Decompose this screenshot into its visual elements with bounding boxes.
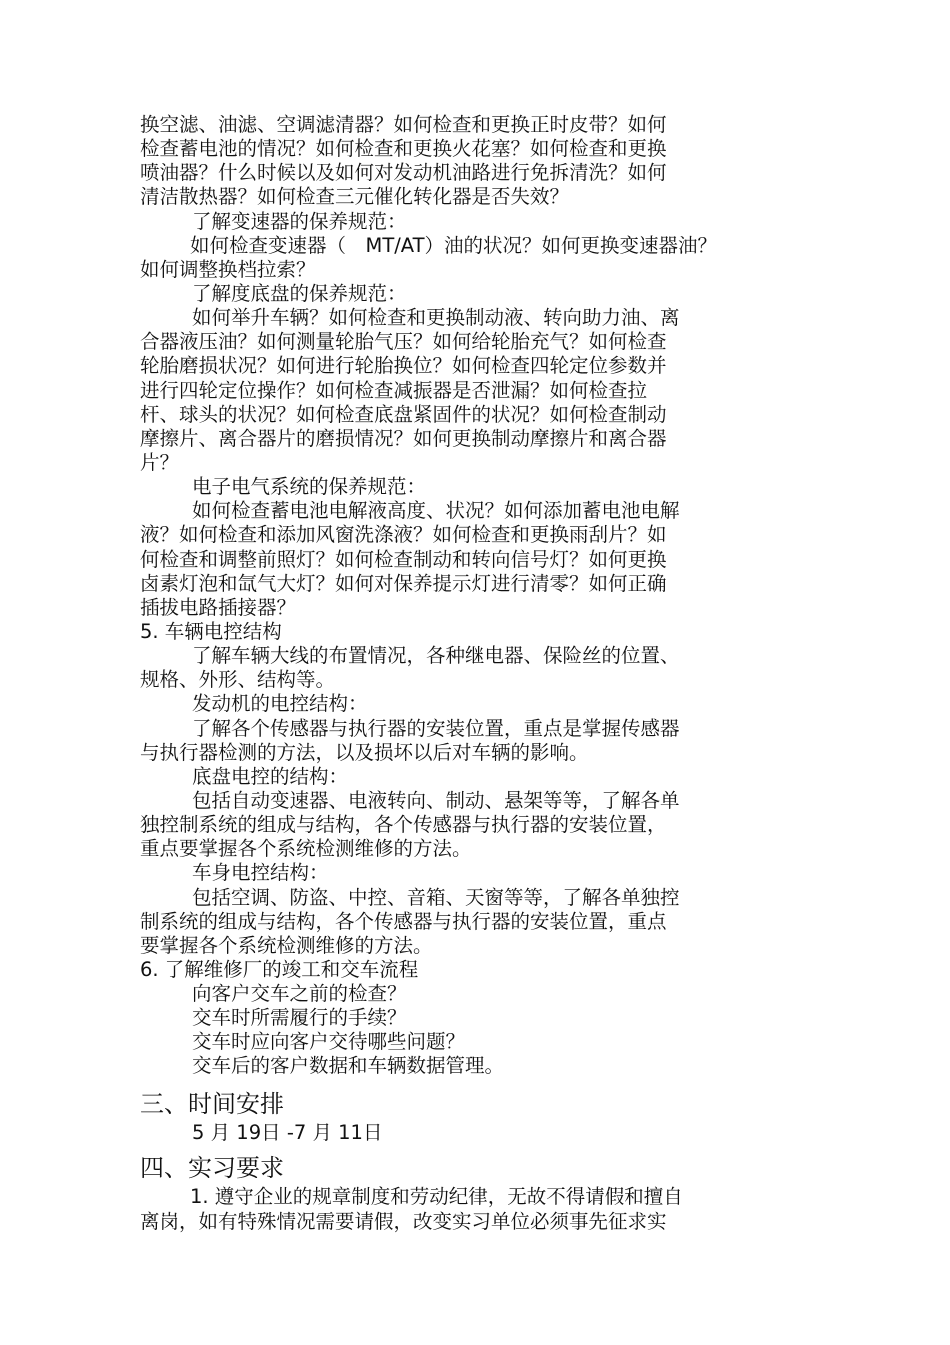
list-item: 交车时所需履行的手续？ <box>192 1006 407 1030</box>
paragraph-line: 独控制系统的组成与结构，各个传感器与执行器的安装位置， <box>140 813 667 837</box>
paragraph-line: 了解车辆大线的布置情况，各种继电器、保险丝的位置、 <box>192 644 680 668</box>
paragraph-line: 片？ <box>140 450 180 474</box>
paragraph-line: 换空滤、油滤、空调滤清器？如何检查和更换正时皮带？如何 <box>140 113 667 136</box>
paragraph-line: 离岗，如有特殊情况需要请假，改变实习单位必须事先征求实 <box>140 1209 667 1233</box>
paragraph-line: 重点要掌握各个系统检测维修的方法。 <box>140 837 472 861</box>
numbered-item-6: 6. 了解维修厂的竣工和交车流程 <box>140 957 419 981</box>
paragraph-line: 如何检查蓄电池电解液高度、状况？如何添加蓄电池电解 <box>192 499 680 523</box>
list-item: 交车后的客户数据和车辆数据管理。 <box>192 1054 505 1078</box>
paragraph-line: 轮胎磨损状况？如何进行轮胎换位？如何检查四轮定位参数并 <box>140 354 667 378</box>
paragraph-line: 卤素灯泡和氙气大灯？如何对保养提示灯进行清零？如何正确 <box>140 571 667 595</box>
subheading-transmission: 了解变速器的保养规范： <box>192 209 407 233</box>
subheading-chassis-control: 底盘电控的结构： <box>192 764 349 788</box>
paragraph-line: 制系统的组成与结构，各个传感器与执行器的安装位置，重点 <box>140 909 667 933</box>
paragraph-line: 要掌握各个系统检测维修的方法。 <box>140 933 433 957</box>
paragraph-line: 包括自动变速器、电液转向、制动、悬架等等，了解各单 <box>192 788 680 812</box>
paragraph-line: 合器液压油？如何测量轮胎气压？如何给轮胎充气？如何检查 <box>140 330 667 354</box>
paragraph-line: 进行四轮定位操作？如何检查减振器是否泄漏？如何检查拉 <box>140 378 648 402</box>
schedule-date-range: 5 月 19日 -7 月 11日 <box>192 1120 383 1144</box>
numbered-item-5: 5. 车辆电控结构 <box>140 619 282 643</box>
paragraph-line: 如何举升车辆？如何检查和更换制动液、转向助力油、离 <box>192 306 680 330</box>
paragraph-line: 插拔电路插接器？ <box>140 595 297 619</box>
paragraph-line: 如何检查变速器（ MT/AT）油的状况？如何更换变速器油？ <box>190 233 718 257</box>
paragraph-line: 与执行器检测的方法，以及损坏以后对车辆的影响。 <box>140 740 589 764</box>
paragraph-line: 如何调整换档拉索？ <box>140 257 316 281</box>
paragraph-line: 杆、球头的状况？如何检查底盘紧固件的状况？如何检查制动 <box>140 402 667 426</box>
list-item: 交车时应向客户交待哪些问题？ <box>192 1030 466 1054</box>
subheading-body-control: 车身电控结构： <box>192 861 329 885</box>
paragraph-line: 液？如何检查和添加风窗洗涤液？如何检查和更换雨刮片？如 <box>140 523 667 547</box>
paragraph-line: 检查蓄电池的情况？如何检查和更换火花塞？如何检查和更换 <box>140 137 667 161</box>
paragraph-line: 喷油器？什么时候以及如何对发动机油路进行免拆清洗？如何 <box>140 161 667 185</box>
paragraph-line: 何检查和调整前照灯？如何检查制动和转向信号灯？如何更换 <box>140 547 667 571</box>
paragraph-line: 摩擦片、离合器片的磨损情况？如何更换制动摩擦片和离合器 <box>140 426 667 450</box>
paragraph-line: 清洁散热器？如何检查三元催化转化器是否失效？ <box>140 185 570 209</box>
subheading-electrical: 电子电气系统的保养规范： <box>192 475 427 499</box>
subheading-engine-control: 发动机的电控结构： <box>192 692 368 716</box>
section-heading-schedule: 三、时间安排 <box>140 1089 284 1118</box>
paragraph-line: 了解各个传感器与执行器的安装位置，重点是掌握传感器 <box>192 716 680 740</box>
paragraph-line: 包括空调、防盗、中控、音箱、天窗等等，了解各单独控 <box>192 885 680 909</box>
list-item: 向客户交车之前的检查？ <box>192 982 407 1006</box>
section-heading-requirements: 四、实习要求 <box>140 1153 284 1182</box>
paragraph-line: 规格、外形、结构等。 <box>140 668 336 692</box>
document-body <box>140 113 790 1234</box>
paragraph-line: 1. 遵守企业的规章制度和劳动纪律，无故不得请假和擅自 <box>190 1184 683 1208</box>
subheading-chassis: 了解度底盘的保养规范： <box>192 281 407 305</box>
